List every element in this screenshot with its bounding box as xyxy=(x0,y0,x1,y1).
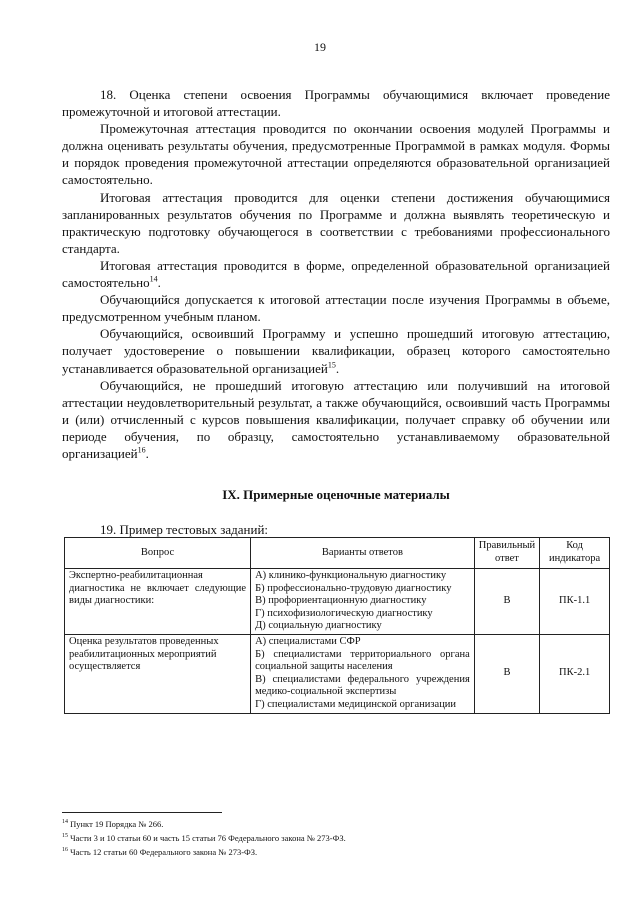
paragraph: Итоговая аттестация проводится в форме, определенной образовательной организацией самостоятельно$^{14}$. xyxy=(62,257,610,291)
column-header-options: Варианты ответов xyxy=(251,538,475,569)
column-header-answer: Правильный ответ xyxy=(474,538,539,569)
footnote: $^{16}$ Часть 12 статьи 60 Федерального закона № 273-ФЗ. xyxy=(62,846,258,857)
question-cell: Экспертно-реабилитационная диагностика не включает следующие виды диагностики: xyxy=(65,569,251,635)
answer-option: Б) специалистами территориального органа социальной защиты населения xyxy=(255,648,470,673)
footnote: $^{15}$ Части 3 и 10 статьи 60 и часть 15 статьи 76 Федерального закона № 273-ФЗ. xyxy=(62,832,346,843)
answer-option: Г) специалистами медицинской организации xyxy=(255,698,457,710)
correct-answer-cell: В xyxy=(474,569,539,635)
paragraph: Обучающийся, не прошедший итоговую аттестацию или получивший на итоговой аттестации неудовлетворительный результат, а также обучающийся, освоивший часть Программы и (или) отчисленный с курсов повышения квалификации, получает справку об обучении или периоде обучения, по образцу, самостоятельно устанавливаемому образовательной организацией$^{16}$. xyxy=(62,377,610,461)
answer-option: Д) социальную диагностику xyxy=(255,620,382,632)
footnote-divider xyxy=(62,812,222,813)
answer-option: Б) профессионально-трудовую диагностику xyxy=(255,582,452,594)
options-cell xyxy=(251,634,475,713)
paragraph: Обучающийся, освоивший Программу и успешно прошедший итоговую аттестацию, получает удостоверение о повышении квалификации, образец которого самостоятельно устанавливается образовательной организацией$^{15}$. xyxy=(62,326,610,376)
paragraph: 18. Оценка степени освоения Программы обучающимися включает проведение промежуточной и итоговой аттестации. xyxy=(62,87,610,120)
page-number: 19 xyxy=(314,40,326,54)
answer-option: А) клинико-функциональную диагностику xyxy=(255,570,447,581)
footnote-ref[interactable]: 16 xyxy=(137,445,146,455)
answer-option: В) специалистами федерального учреждения медико-социальной экспертизы xyxy=(255,673,470,698)
indicator-code-cell: ПК-2.1 xyxy=(540,634,610,713)
table-row xyxy=(65,634,610,713)
table-header-row xyxy=(65,538,610,569)
correct-answer-cell: В xyxy=(474,634,539,713)
paragraph: Итоговая аттестация проводится для оценки степени достижения обучающимися запланированных результатов обучения по Программе и должна выявлять теоретическую и практическую подготовку обучающегося в соответствии с требованиями профессионального стандарта. xyxy=(62,189,610,256)
table-row xyxy=(65,569,610,635)
answer-option: Г) психофизиологическую диагностику xyxy=(255,607,433,619)
answer-option: В) профориентационную диагностику xyxy=(255,595,427,607)
footnote: $^{14}$ Пункт 19 Порядка № 266. xyxy=(62,818,164,829)
section-heading: IX. Примерные оценочные материалы xyxy=(222,487,450,503)
paragraph: Промежуточная аттестация проводится по окончании освоения модулей Программы и должна оценивать результаты обучения, предусмотренные Программой в рамках модуля. Формы и порядок проведения промежуточной аттестации определяются образовательной организацией самостоятельно. xyxy=(62,121,610,188)
answer-option: А) специалистами СФР xyxy=(255,635,361,647)
column-header-code: Код индикатора xyxy=(540,538,610,569)
footnotes xyxy=(62,812,610,857)
footnote-ref[interactable]: 15 xyxy=(327,360,336,370)
options-cell xyxy=(251,569,475,635)
footnote-ref[interactable]: 14 xyxy=(149,274,158,284)
question-cell: Оценка результатов проведенных реабилитационных мероприятий осуществляется xyxy=(65,634,251,713)
test-tasks-table xyxy=(64,537,610,714)
indicator-code-cell: ПК-1.1 xyxy=(540,569,610,635)
column-header-question: Вопрос xyxy=(65,538,251,569)
document-body xyxy=(62,86,610,538)
paragraph: Обучающийся допускается к итоговой аттестации после изучения Программы в объеме, предусмотренном учебным планом. xyxy=(62,292,610,325)
table-intro: 19. Пример тестовых заданий: xyxy=(100,522,269,538)
